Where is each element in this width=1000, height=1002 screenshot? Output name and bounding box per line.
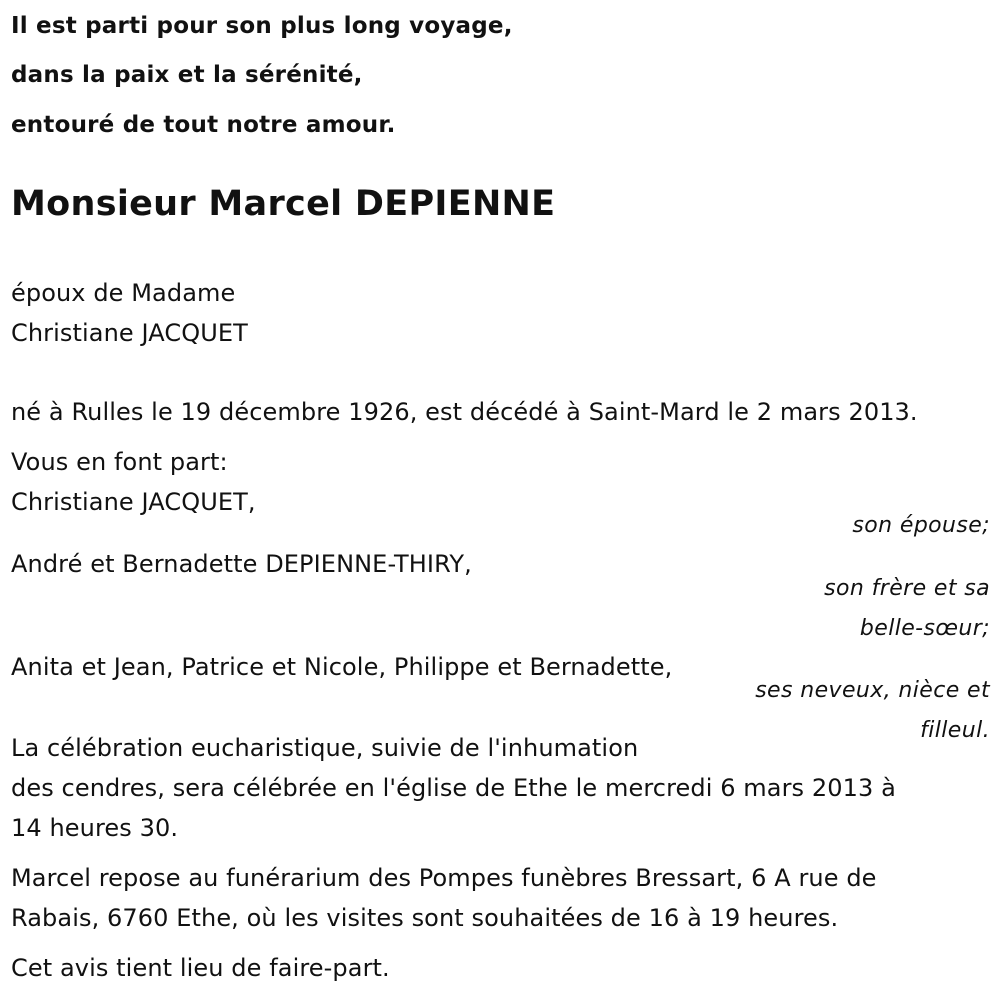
family-relation-3a: ses neveux, nièce et (755, 678, 990, 703)
family-relation-2a: son frère et sa (824, 576, 990, 601)
closing-line: Cet avis tient lieu de faire-part. (11, 954, 390, 982)
family-relation-2b: belle-sœur; (859, 616, 990, 641)
ceremony-line-2: des cendres, sera célébrée en l'église de Ethe le mercredi 6 mars 2013 à (11, 774, 896, 802)
funeral-home-line-2: Rabais, 6760 Ethe, où les visites sont souhaitées de 16 à 19 heures. (11, 904, 839, 932)
intro-line-1: Il est parti pour son plus long voyage, (11, 13, 513, 39)
family-relation-3b: filleul. (920, 718, 990, 743)
spouse-line-1: époux de Madame (11, 279, 236, 307)
family-names-2: André et Bernadette DEPIENNE-THIRY, (11, 550, 472, 578)
spouse-line-2: Christiane JACQUET (11, 319, 248, 347)
deceased-name: Monsieur Marcel DEPIENNE (11, 184, 556, 224)
birth-death-line: né à Rulles le 19 décembre 1926, est décédé à Saint-Mard le 2 mars 2013. (11, 398, 918, 426)
family-names-3: Anita et Jean, Patrice et Nicole, Philippe et Bernadette, (11, 653, 673, 681)
intro-line-3: entouré de tout notre amour. (11, 112, 396, 138)
announce-line: Vous en font part: (11, 448, 228, 476)
family-relation-1: son épouse; (852, 513, 990, 538)
family-names-1: Christiane JACQUET, (11, 488, 256, 516)
ceremony-line-1: La célébration eucharistique, suivie de l'inhumation (11, 734, 639, 762)
ceremony-line-3: 14 heures 30. (11, 814, 179, 842)
intro-line-2: dans la paix et la sérénité, (11, 62, 363, 88)
funeral-home-line-1: Marcel repose au funérarium des Pompes funèbres Bressart, 6 A rue de (11, 864, 877, 892)
